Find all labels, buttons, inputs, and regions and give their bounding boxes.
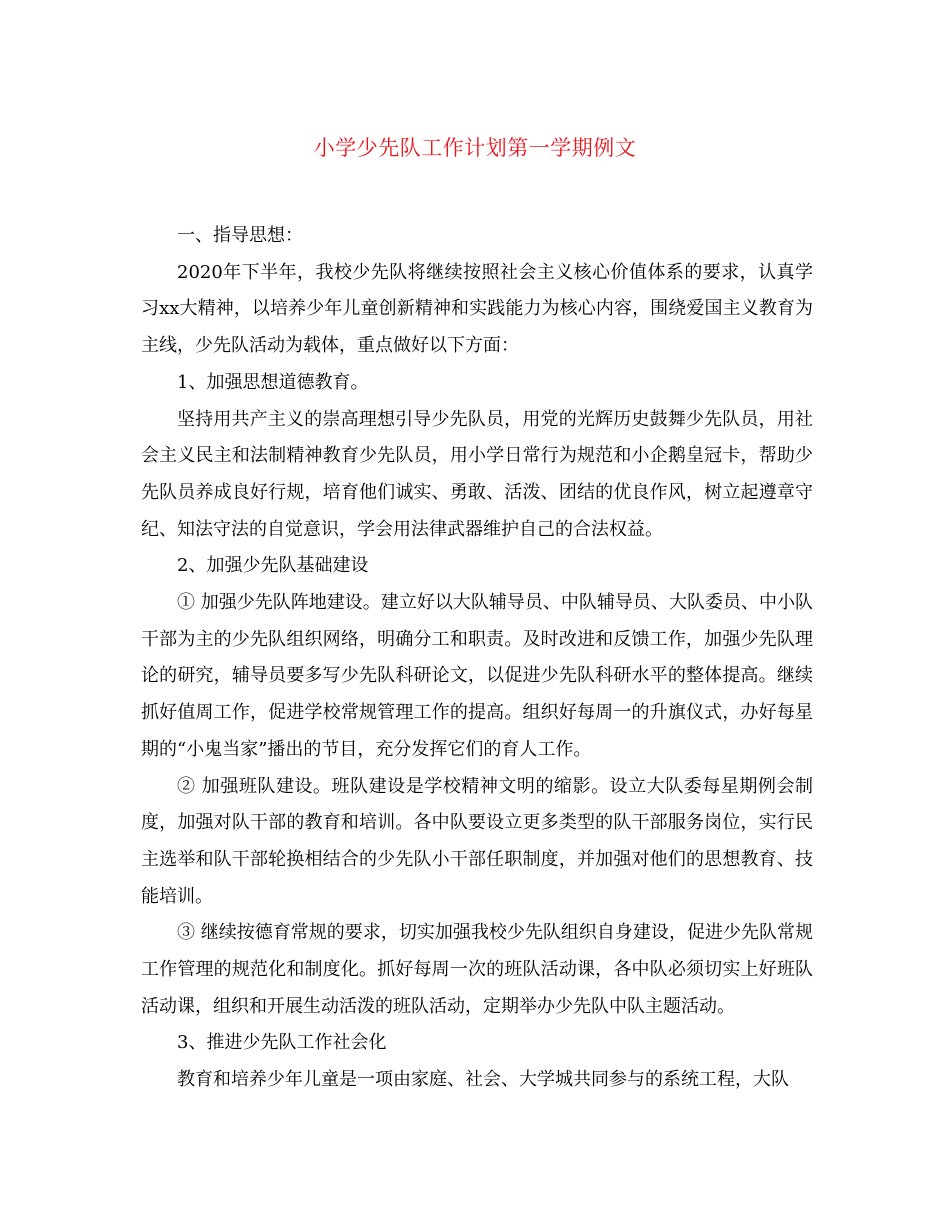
paragraph-self-construction: ③ 继续按德育常规的要求，切实加强我校少先队组织自身建设，促进少先队常规工作管理的规范化和制度化。抓好每周一次的班队活动课，各中队必须切实上好班队活动课，组织和开展生动活泼的班队活动，定期举办少先队中队主题活动。 [141, 922, 813, 1017]
paragraph-position-construction: ① 加强少先队阵地建设。建立好以大队辅导员、中队辅导员、大队委员、中小队干部为主的少先队组织网络，明确分工和职责。及时改进和反馈工作，加强少先队理论的研究，辅导员要多写少先队科研论文，以促进少先队科研水平的整体提高。继续抓好值周工作，促进学校常规管理工作的提高。组织好每周一的升旗仪式，办好每星期的“小鬼当家”播出的节目，充分发挥它们的育人工作。 [141, 592, 813, 760]
paragraph-class-construction: ② 加强班队建设。班队建设是学校精神文明的缩影。设立大队委每星期例会制度，加强对队干部的教育和培训。各中队要设立更多类型的队干部服务岗位，实行民主选举和队干部轮换相结合的少先队小干部任职制度，并加强对他们的思想教育、技能培训。 [141, 775, 813, 907]
paragraph-moral-education: 坚持用共产主义的崇高理想引导少先队员，用党的光辉历史鼓舞少先队员，用社会主义民主和法制精神教育少先队员，用小学日常行为规范和小企鹅皇冠卡，帮助少先队员养成良好行规，培育他们诚实、勇敢、活泼、团结的优良作风，树立起遵章守纪、知法守法的自觉意识，学会用法律武器维护自己的合法权益。 [141, 408, 813, 540]
paragraph-heading-socialization: 3、推进少先队工作社会化 [177, 1032, 387, 1054]
document-body [141, 218, 813, 1099]
paragraph-heading-basic-construction: 2、加强少先队基础建设 [177, 555, 369, 577]
paragraph-intro: 2020年下半年，我校少先队将继续按照社会主义核心价值体系的要求，认真学习xx大精神，以培养少年儿童创新精神和实践能力为核心内容，围绕爱国主义教育为主线，少先队活动为载体，重点做好以下方面： [141, 261, 813, 357]
document-title: 小学少先队工作计划第一学期例文 [313, 136, 637, 160]
paragraph-heading-guiding-ideology: 一、指导思想： [177, 225, 303, 246]
paragraph-socialization: 教育和培养少年儿童是一项由家庭、社会、大学城共同参与的系统工程，大队 [177, 1069, 789, 1091]
paragraph-heading-moral-education: 1、加强思想道德教育。 [177, 371, 369, 393]
